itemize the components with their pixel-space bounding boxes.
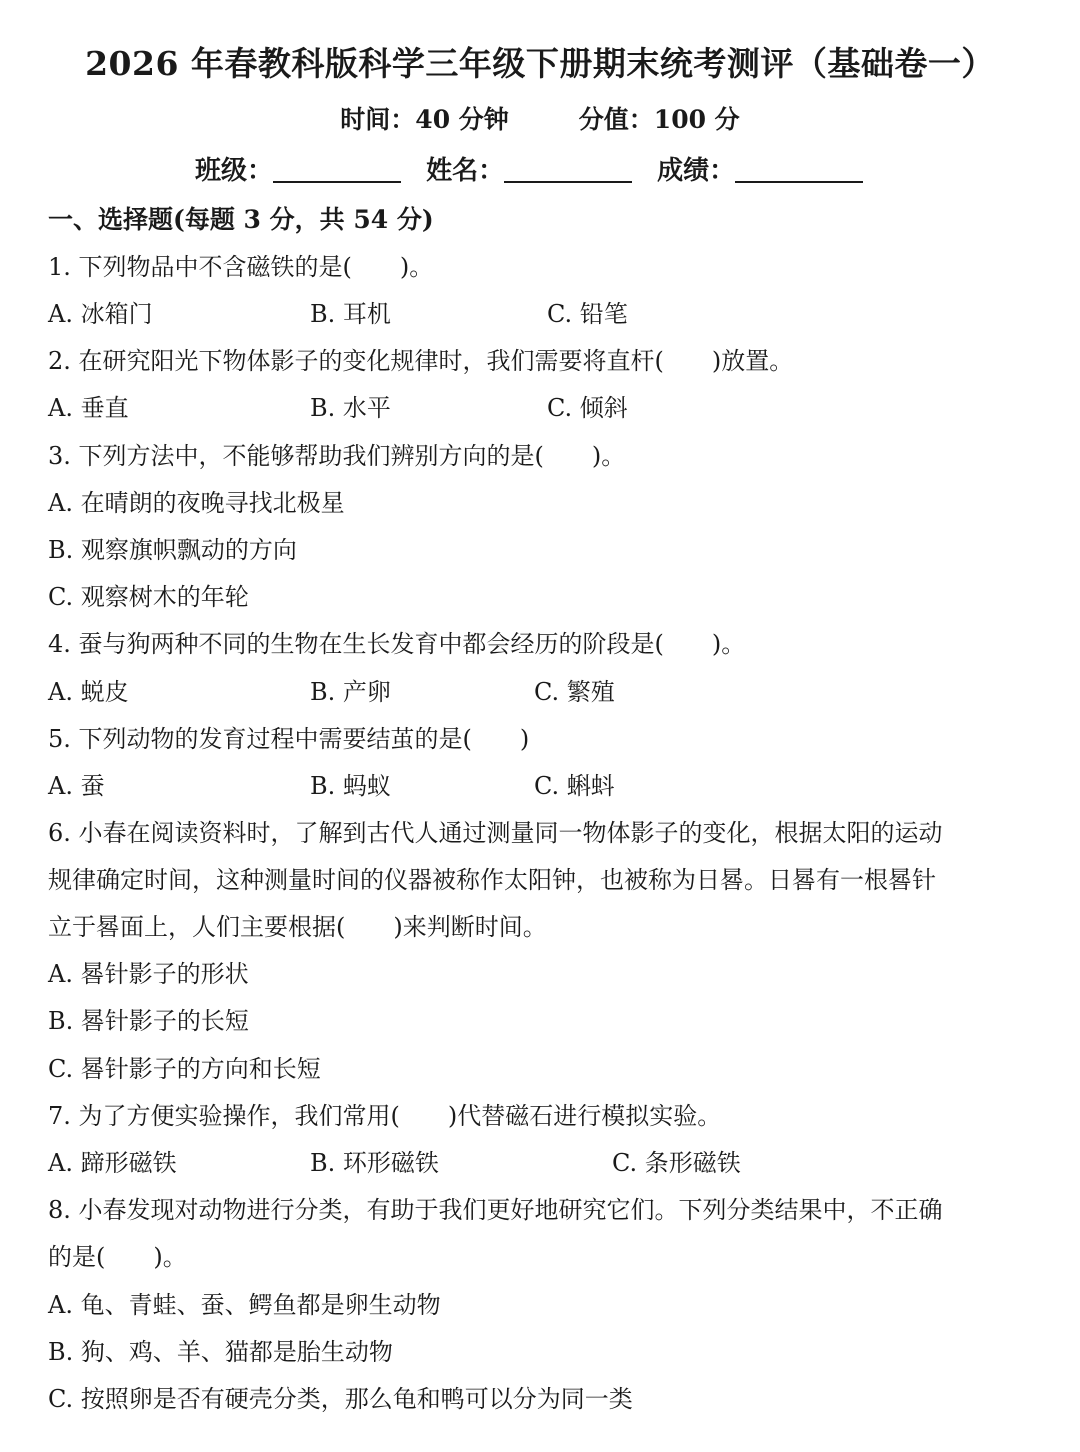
- question-1-option-b: B. 耳机: [310, 300, 391, 328]
- question-5-option-c: C. 蝌蚪: [534, 772, 615, 800]
- name-blank: [504, 155, 632, 183]
- class-blank: [273, 155, 401, 183]
- question-3-option-b: B. 观察旗帜飘动的方向: [48, 536, 297, 564]
- page-title: 2026 年春教科版科学三年级下册期末统考测评（基础卷一）: [85, 44, 995, 83]
- question-8-option-a: A. 龟、青蛙、蚕、鳄鱼都是卵生动物: [48, 1291, 441, 1319]
- question-7-option-c: C. 条形磁铁: [612, 1149, 741, 1177]
- question-6-line-3: 立于晷面上，人们主要根据( )来判断时间。: [48, 913, 547, 941]
- question-7: 7. 为了方便实验操作，我们常用( )代替磁石进行模拟实验。: [48, 1102, 722, 1130]
- question-5-option-a: A. 蚕: [48, 772, 105, 800]
- name-label: 姓名：: [426, 156, 505, 186]
- question-4-option-a: A. 蜕皮: [48, 678, 129, 706]
- question-8-option-c: C. 按照卵是否有硬壳分类，那么龟和鸭可以分为同一类: [48, 1385, 633, 1413]
- question-4-option-b: B. 产卵: [310, 678, 391, 706]
- question-1-option-c: C. 铅笔: [547, 300, 628, 328]
- class-label: 班级：: [195, 156, 274, 186]
- question-8-line-2: 的是( )。: [48, 1243, 187, 1271]
- question-3: 3. 下列方法中，不能够帮助我们辨别方向的是( )。: [48, 442, 626, 470]
- section-heading: 一、选择题(每题 3 分，共 54 分): [48, 205, 434, 234]
- question-4: 4. 蚕与狗两种不同的生物在生长发育中都会经历的阶段是( )。: [48, 630, 746, 658]
- question-6-line-2: 规律确定时间，这种测量时间的仪器被称作太阳钟，也被称为日晷。日晷有一根晷针: [48, 866, 936, 894]
- question-6-option-a: A. 晷针影子的形状: [48, 960, 249, 988]
- grade-blank: [735, 155, 863, 183]
- question-6-option-b: B. 晷针影子的长短: [48, 1007, 249, 1035]
- question-3-option-a: A. 在晴朗的夜晚寻找北极星: [48, 489, 345, 517]
- question-2: 2. 在研究阳光下物体影子的变化规律时，我们需要将直杆( )放置。: [48, 347, 794, 375]
- question-2-option-c: C. 倾斜: [547, 394, 628, 422]
- exam-meta: [0, 100, 1080, 136]
- grade-label: 成绩：: [657, 156, 736, 186]
- question-6-option-c: C. 晷针影子的方向和长短: [48, 1055, 321, 1083]
- student-info: [195, 150, 955, 187]
- question-3-option-c: C. 观察树木的年轮: [48, 583, 249, 611]
- question-8-line-1: 8. 小春发现对动物进行分类，有助于我们更好地研究它们。下列分类结果中，不正确: [48, 1196, 943, 1224]
- question-6-line-1: 6. 小春在阅读资料时，了解到古代人通过测量同一物体影子的变化，根据太阳的运动: [48, 819, 943, 847]
- question-7-option-b: B. 环形磁铁: [310, 1149, 439, 1177]
- question-2-option-a: A. 垂直: [48, 394, 129, 422]
- time-label: 时间：40 分钟: [340, 105, 509, 134]
- question-2-option-b: B. 水平: [310, 394, 391, 422]
- question-8-option-b: B. 狗、鸡、羊、猫都是胎生动物: [48, 1338, 393, 1366]
- question-5: 5. 下列动物的发育过程中需要结茧的是( ): [48, 725, 530, 753]
- question-5-option-b: B. 蚂蚁: [310, 772, 391, 800]
- question-4-option-c: C. 繁殖: [534, 678, 615, 706]
- question-1-option-a: A. 冰箱门: [48, 300, 153, 328]
- question-1: 1. 下列物品中不含磁铁的是( )。: [48, 253, 434, 281]
- question-7-option-a: A. 蹄形磁铁: [48, 1149, 177, 1177]
- score-label: 分值：100 分: [578, 105, 740, 134]
